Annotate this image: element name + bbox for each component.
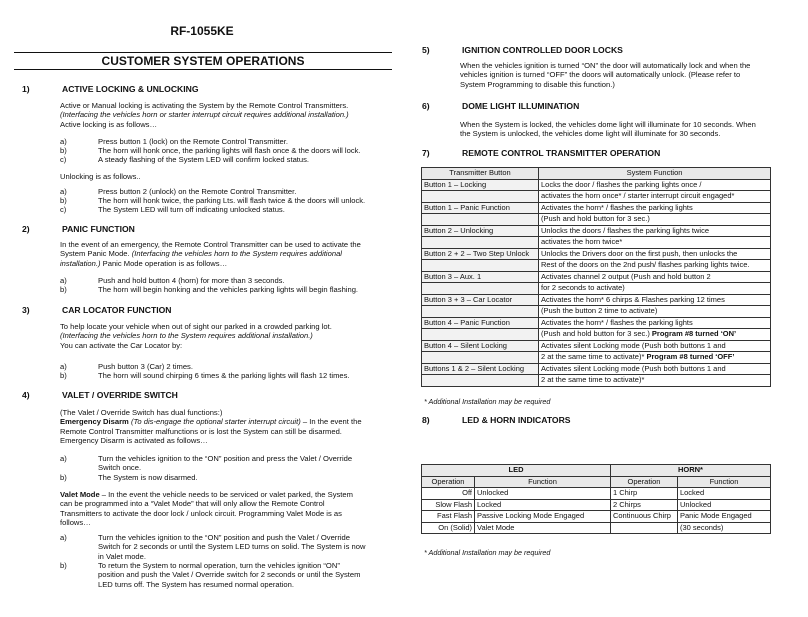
table-note: * Additional Installation may be required [424, 397, 551, 406]
section-3-heading: 3) CAR LOCATOR FUNCTION [22, 305, 172, 315]
table-row: 2 at the same time to activate)* [422, 375, 771, 387]
section-7-heading: 7) REMOTE CONTROL TRANSMITTER OPERATION [422, 148, 661, 158]
list-item: b) The System is now disarmed. [60, 473, 198, 482]
section-2-paragraph: In the event of an emergency, the Remote Control Transmitter can be used to activate the System Panic Mode. (Interfacing the vehicles horn to the System requires additional installation.) Panic Mode operation is as follows… [60, 240, 361, 268]
table-row: 2 at the same time to activate)* Program #8 turned ‘OFF’ [422, 352, 771, 364]
table-row: Button 3 + 3 – Car Locator Activates the horn* 6 chirps & Flashes parking 12 times [422, 294, 771, 306]
list-item: a) Push button 3 (Car) 2 times. [60, 362, 193, 371]
section-2-heading: 2) PANIC FUNCTION [22, 224, 135, 234]
section-1-heading [22, 84, 392, 95]
page-banner: CUSTOMER SYSTEM OPERATIONS [14, 52, 392, 70]
table-row: Button 1 – Panic Function Activates the horn* / flashes the parking lights [422, 202, 771, 214]
section-8-heading: 8) LED & HORN INDICATORS [422, 415, 571, 425]
section-3-paragraph: To help locate your vehicle when out of sight our parked in a crowded parking lot. (Interfacing the vehicles horn to the System requires additional installation.) You can activate the Car Locator by: [60, 322, 332, 350]
table-row: (Push the button 2 time to activate) [422, 306, 771, 318]
list-item: a) Press button 1 (lock) on the Remote Control Transmitter. [60, 137, 288, 146]
table-row: Button 4 – Panic Function Activates the horn* / flashes the parking lights [422, 317, 771, 329]
section-title: ACTIVE LOCKING & UNLOCKING [62, 84, 199, 94]
list-item: c) The System LED will turn off indicating unlocked status. [60, 205, 285, 214]
table-row: for 2 seconds to activate) [422, 283, 771, 295]
list-item: b) To return the System to normal operation, turn the vehicles ignition “ON” position and push the Valet / Override switch for 2 seconds or until the System LED turns off. The System has resumed normal operation. [60, 561, 361, 589]
list-item: c) A steady flashing of the System LED will confirm locked status. [60, 155, 310, 164]
list-item: a) Press button 2 (unlock) on the Remote Control Transmitter. [60, 187, 297, 196]
table-row: activates the horn twice* [422, 237, 771, 249]
section-6-heading: 6) DOME LIGHT ILLUMINATION [422, 101, 580, 111]
list-item: a) Turn the vehicles ignition to the “ON” position and push the Valet / Override Switch for 2 seconds or until the System LED turns on solid. The System is now in Valet mode. [60, 533, 366, 561]
table-row: Button 2 + 2 – Two Step Unlock Unlocks the Drivers door on the first push, then unlocks the [422, 248, 771, 260]
table-row: (Push and hold button for 3 sec.) [422, 214, 771, 226]
list-item: a) Push and hold button 4 (horn) for more than 3 seconds. [60, 276, 285, 285]
section-5-paragraph: When the vehicles ignition is turned “ON” the door will automatically lock and when the vehicles ignition is turned “OFF” the doors will automatically unlock. (Please refer to System Programming to disable this function.) [460, 61, 751, 89]
section-5-heading: 5) IGNITION CONTROLLED DOOR LOCKS [422, 45, 623, 55]
list-item: a) Turn the vehicles ignition to the “ON” position and press the Valet / Override Switch once. [60, 454, 353, 473]
table-row: Button 3 – Aux. 1 Activates channel 2 output (Push and hold button 2 [422, 271, 771, 283]
table-row: Slow Flash Locked 2 Chirps Unlocked [422, 499, 771, 511]
table-row: Fast Flash Passive Locking Mode Engaged Continuous Chirp Panic Mode Engaged [422, 511, 771, 523]
table-row: activates the horn once* / starter interrupt circuit engaged* [422, 191, 771, 203]
list-item: b) The horn will honk once, the parking lights will flash once & the doors will lock. [60, 146, 361, 155]
table-row: Button 2 – Unlocking Unlocks the doors / flashes the parking lights twice [422, 225, 771, 237]
unlock-intro: Unlocking is as follows.. [60, 172, 141, 181]
table-row: Button 1 – Locking Locks the door / flashes the parking lights once / [422, 179, 771, 191]
document-title: RF-1055KE [170, 24, 234, 38]
section-4-paragraph: (The Valet / Override Switch has dual functions:) Emergency Disarm (To dis-engage the optional starter interrupt circuit) – In the event the Remote Control Transmitter malfunctions or is lost the System can still be disarmed. Emergency Disarm is activated as follows… [60, 408, 362, 445]
table-row: Off Unlocked 1 Chirp Locked [422, 488, 771, 500]
section-1-intro: Active or Manual locking is activating the System by the Remote Control Transmitters. (Interfacing the vehicles horn or starter interrupt circuit requires additional installation.) Active locking is as follows… [60, 101, 349, 129]
section-6-paragraph: When the System is locked, the vehicles dome light will illuminate for 10 seconds. When the System is unlocked, the vehicles dome light will illuminate for 30 seconds. [460, 120, 756, 139]
indicator-table: LED HORN* Operation Function Operation Function Off Unlocked 1 Chirp Locked Slow Flash Locked 2 Chirps Unlocked Fast Flash Passive Locking Mode Engaged Continuous Chirp Panic Mode Engaged On (Solid) Valet Mode (30 seconds) [421, 464, 771, 534]
table-row: Rest of the doors on the 2nd push/ flashes parking lights twice. [422, 260, 771, 272]
table-row: Button 4 – Silent Locking Activates silent Locking mode (Push both buttons 1 and [422, 340, 771, 352]
table-row: On (Solid) Valet Mode (30 seconds) [422, 522, 771, 534]
section-number: 1) [22, 84, 30, 94]
table-row: (Push and hold button for 3 sec.) Program #8 turned ‘ON’ [422, 329, 771, 341]
list-item: b) The horn will begin honking and the vehicles parking lights will begin flashing. [60, 285, 359, 294]
valet-mode-paragraph: Valet Mode – In the event the vehicle needs to be serviced or valet parked, the System can be programmed into a “Valet Mode” that will only allow the Remote Control Transmitters to activate the door lock / unlock circuit. Programming Valet Mode is as follows… [60, 490, 353, 527]
transmitter-table: Transmitter Button System Function Button 1 – Locking Locks the door / flashes the parking lights once / activates the horn once* / starter interrupt circuit engaged* Button 1 – Panic Function Activates the horn* / flashes the parking lights (Push and hold button for 3 sec.) Button 2 – Unlocking Unlocks the doors / flashes the parking lights twice activates the horn twice* Button 2 + 2 – Two Step Unlock Unlocks the Drivers door on the first push, then unlocks the Rest of the doors on the 2nd push/ flashes parking lights twice. Button 3 – Aux. 1 Activates channel 2 output (Push and hold button 2 for 2 seconds to activate) Button 3 + 3 – Car Locator Activates the horn* 6 chirps & Flashes parking 12 times (Push the button 2 time to activate) Button 4 – Panic Function Activates the horn* / flashes the parking lights (Push and hold button for 3 sec.) Program #8 turned ‘ON’ Button 4 – Silent Locking Activates silent Locking mode (Push both buttons 1 and 2 at the same time to activate)* Program #8 turned ‘OFF’ Buttons 1 & 2 – Silent Locking Activates silent Locking mode (Push both buttons 1 and 2 at the same time to activate)* [421, 167, 771, 387]
section-4-heading: 4) VALET / OVERRIDE SWITCH [22, 390, 178, 400]
table-row: Buttons 1 & 2 – Silent Locking Activates silent Locking mode (Push both buttons 1 and [422, 363, 771, 375]
list-item: b) The horn will sound chirping 6 times & the parking lights will flash 12 times. [60, 371, 350, 380]
indicator-note: * Additional Installation may be required [424, 548, 551, 557]
list-item: b) The horn will honk twice, the parking Lts. will flash twice & the doors will unlock. [60, 196, 366, 205]
